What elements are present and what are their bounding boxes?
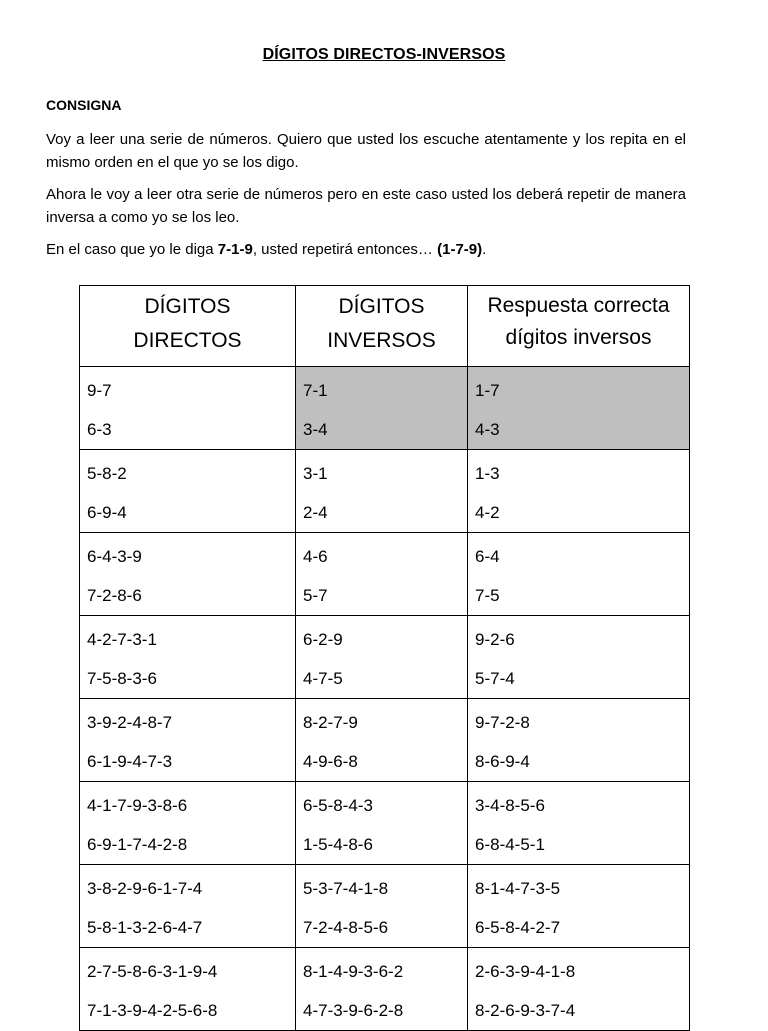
digit-sequence: 6-5-8-4-3 bbox=[303, 796, 373, 815]
digit-sequence: 1-3 bbox=[475, 464, 500, 483]
digit-sequence: 6-5-8-4-2-7 bbox=[475, 918, 561, 937]
digit-sequence: 6-8-4-5-1 bbox=[475, 835, 545, 854]
inversos-cell bbox=[296, 948, 468, 1031]
digit-sequence: 5-8-1-3-2-6-4-7 bbox=[87, 918, 203, 937]
digit-sequence: 4-1-7-9-3-8-6 bbox=[87, 796, 188, 815]
directos-cell bbox=[80, 367, 296, 450]
respuesta-cell bbox=[468, 616, 690, 699]
digit-sequence: 6-9-4 bbox=[87, 503, 127, 522]
example-answer: (1-7-9) bbox=[437, 241, 483, 258]
digit-sequence: 5-7 bbox=[303, 586, 328, 605]
directos-cell bbox=[80, 865, 296, 948]
digit-sequence: 4-2-7-3-1 bbox=[87, 630, 157, 649]
directos-cell bbox=[80, 533, 296, 616]
respuesta-cell bbox=[468, 533, 690, 616]
digit-sequence: 7-5-8-3-6 bbox=[87, 669, 157, 688]
digit-sequence: 6-3 bbox=[87, 420, 112, 439]
digit-sequence: 9-7-2-8 bbox=[475, 713, 530, 732]
header-directos-line1: DÍGITOS bbox=[144, 295, 231, 318]
table-row bbox=[80, 782, 690, 865]
digit-sequence: 7-1-3-9-4-2-5-6-8 bbox=[87, 1001, 218, 1020]
digit-sequence: 4-3 bbox=[475, 420, 500, 439]
respuesta-cell bbox=[468, 450, 690, 533]
digit-sequence: 3-9-2-4-8-7 bbox=[87, 713, 173, 732]
digit-sequence: 1-5-4-8-6 bbox=[303, 835, 373, 854]
digit-sequence: 5-8-2 bbox=[87, 464, 127, 483]
respuesta-cell bbox=[468, 699, 690, 782]
header-digitos-inversos bbox=[296, 286, 468, 367]
header-respuesta-line1: Respuesta correcta bbox=[487, 294, 670, 317]
table-row bbox=[80, 367, 690, 450]
instruction-paragraph-1: Voy a leer una serie de números. Quiero que usted los escuche atentamente y los repita en el mismo orden en el que yo se los digo. bbox=[46, 131, 686, 171]
digit-sequence: 7-5 bbox=[475, 586, 500, 605]
example-suffix-text: . bbox=[482, 241, 487, 258]
digit-sequence: 2-7-5-8-6-3-1-9-4 bbox=[87, 962, 218, 981]
digit-sequence: 6-2-9 bbox=[303, 630, 343, 649]
digit-sequence: 7-2-4-8-5-6 bbox=[303, 918, 389, 937]
digit-sequence: 1-7 bbox=[475, 381, 500, 400]
digit-sequence: 8-6-9-4 bbox=[475, 752, 530, 771]
inversos-cell bbox=[296, 865, 468, 948]
respuesta-cell bbox=[468, 782, 690, 865]
inversos-cell bbox=[296, 533, 468, 616]
table-row bbox=[80, 616, 690, 699]
digit-sequence: 6-1-9-4-7-3 bbox=[87, 752, 173, 771]
digit-sequence: 3-8-2-9-6-1-7-4 bbox=[87, 879, 203, 898]
table-row bbox=[80, 450, 690, 533]
digit-sequence: 4-7-3-9-6-2-8 bbox=[303, 1001, 404, 1020]
inversos-cell bbox=[296, 782, 468, 865]
digit-sequence: 9-7 bbox=[87, 381, 112, 400]
respuesta-cell bbox=[468, 865, 690, 948]
respuesta-cell bbox=[468, 367, 690, 450]
digit-sequence: 4-7-5 bbox=[303, 669, 343, 688]
inversos-cell bbox=[296, 367, 468, 450]
consigna-heading: CONSIGNA bbox=[46, 97, 122, 113]
respuesta-cell bbox=[468, 948, 690, 1031]
inversos-cell bbox=[296, 699, 468, 782]
table-body bbox=[80, 367, 690, 1031]
example-middle-text: , usted repetirá entonces… bbox=[252, 241, 438, 258]
header-respuesta-correcta bbox=[468, 286, 690, 367]
directos-cell bbox=[80, 450, 296, 533]
digit-sequence: 4-9-6-8 bbox=[303, 752, 358, 771]
header-inversos-line2: INVERSOS bbox=[327, 329, 436, 352]
digit-sequence: 8-2-7-9 bbox=[303, 713, 358, 732]
digit-sequence: 6-9-1-7-4-2-8 bbox=[87, 835, 188, 854]
directos-cell bbox=[80, 616, 296, 699]
table-row bbox=[80, 948, 690, 1031]
table-row bbox=[80, 533, 690, 616]
header-directos-line2: DIRECTOS bbox=[133, 329, 242, 352]
digit-sequence: 5-3-7-4-1-8 bbox=[303, 879, 389, 898]
header-respuesta-line2: dígitos inversos bbox=[505, 326, 652, 349]
document-title: DÍGITOS DIRECTOS-INVERSOS bbox=[262, 46, 506, 63]
directos-cell bbox=[80, 699, 296, 782]
digit-sequence: 5-7-4 bbox=[475, 669, 515, 688]
inversos-cell bbox=[296, 616, 468, 699]
header-inversos-line1: DÍGITOS bbox=[338, 295, 425, 318]
digit-sequence: 3-4 bbox=[303, 420, 328, 439]
directos-cell bbox=[80, 782, 296, 865]
digit-sequence: 3-1 bbox=[303, 464, 328, 483]
digit-sequence: 7-1 bbox=[303, 381, 328, 400]
digit-sequence: 8-1-4-9-3-6-2 bbox=[303, 962, 404, 981]
directos-cell bbox=[80, 948, 296, 1031]
example-sequence: 7-1-9 bbox=[217, 241, 253, 258]
digit-sequence: 9-2-6 bbox=[475, 630, 515, 649]
digit-sequence: 6-4 bbox=[475, 547, 500, 566]
digit-sequence: 8-1-4-7-3-5 bbox=[475, 879, 561, 898]
digit-sequence: 2-4 bbox=[303, 503, 328, 522]
inversos-cell bbox=[296, 450, 468, 533]
digit-sequence: 3-4-8-5-6 bbox=[475, 796, 545, 815]
header-digitos-directos bbox=[80, 286, 296, 367]
instruction-paragraph-3 bbox=[46, 238, 686, 261]
table-row bbox=[80, 699, 690, 782]
digit-sequence: 7-2-8-6 bbox=[87, 586, 142, 605]
table-row bbox=[80, 865, 690, 948]
digit-sequence: 4-6 bbox=[303, 547, 328, 566]
instruction-paragraph-2: Ahora le voy a leer otra serie de números pero en este caso usted los deberá repetir de manera inversa a como yo se los leo. bbox=[46, 186, 686, 226]
example-prefix-text: En el caso que yo le diga bbox=[46, 241, 218, 258]
digits-table bbox=[79, 285, 690, 1031]
digit-sequence: 8-2-6-9-3-7-4 bbox=[475, 1001, 576, 1020]
digit-sequence: 2-6-3-9-4-1-8 bbox=[475, 962, 576, 981]
table-header-row bbox=[80, 286, 690, 367]
digit-sequence: 4-2 bbox=[475, 503, 500, 522]
digit-sequence: 6-4-3-9 bbox=[87, 547, 142, 566]
